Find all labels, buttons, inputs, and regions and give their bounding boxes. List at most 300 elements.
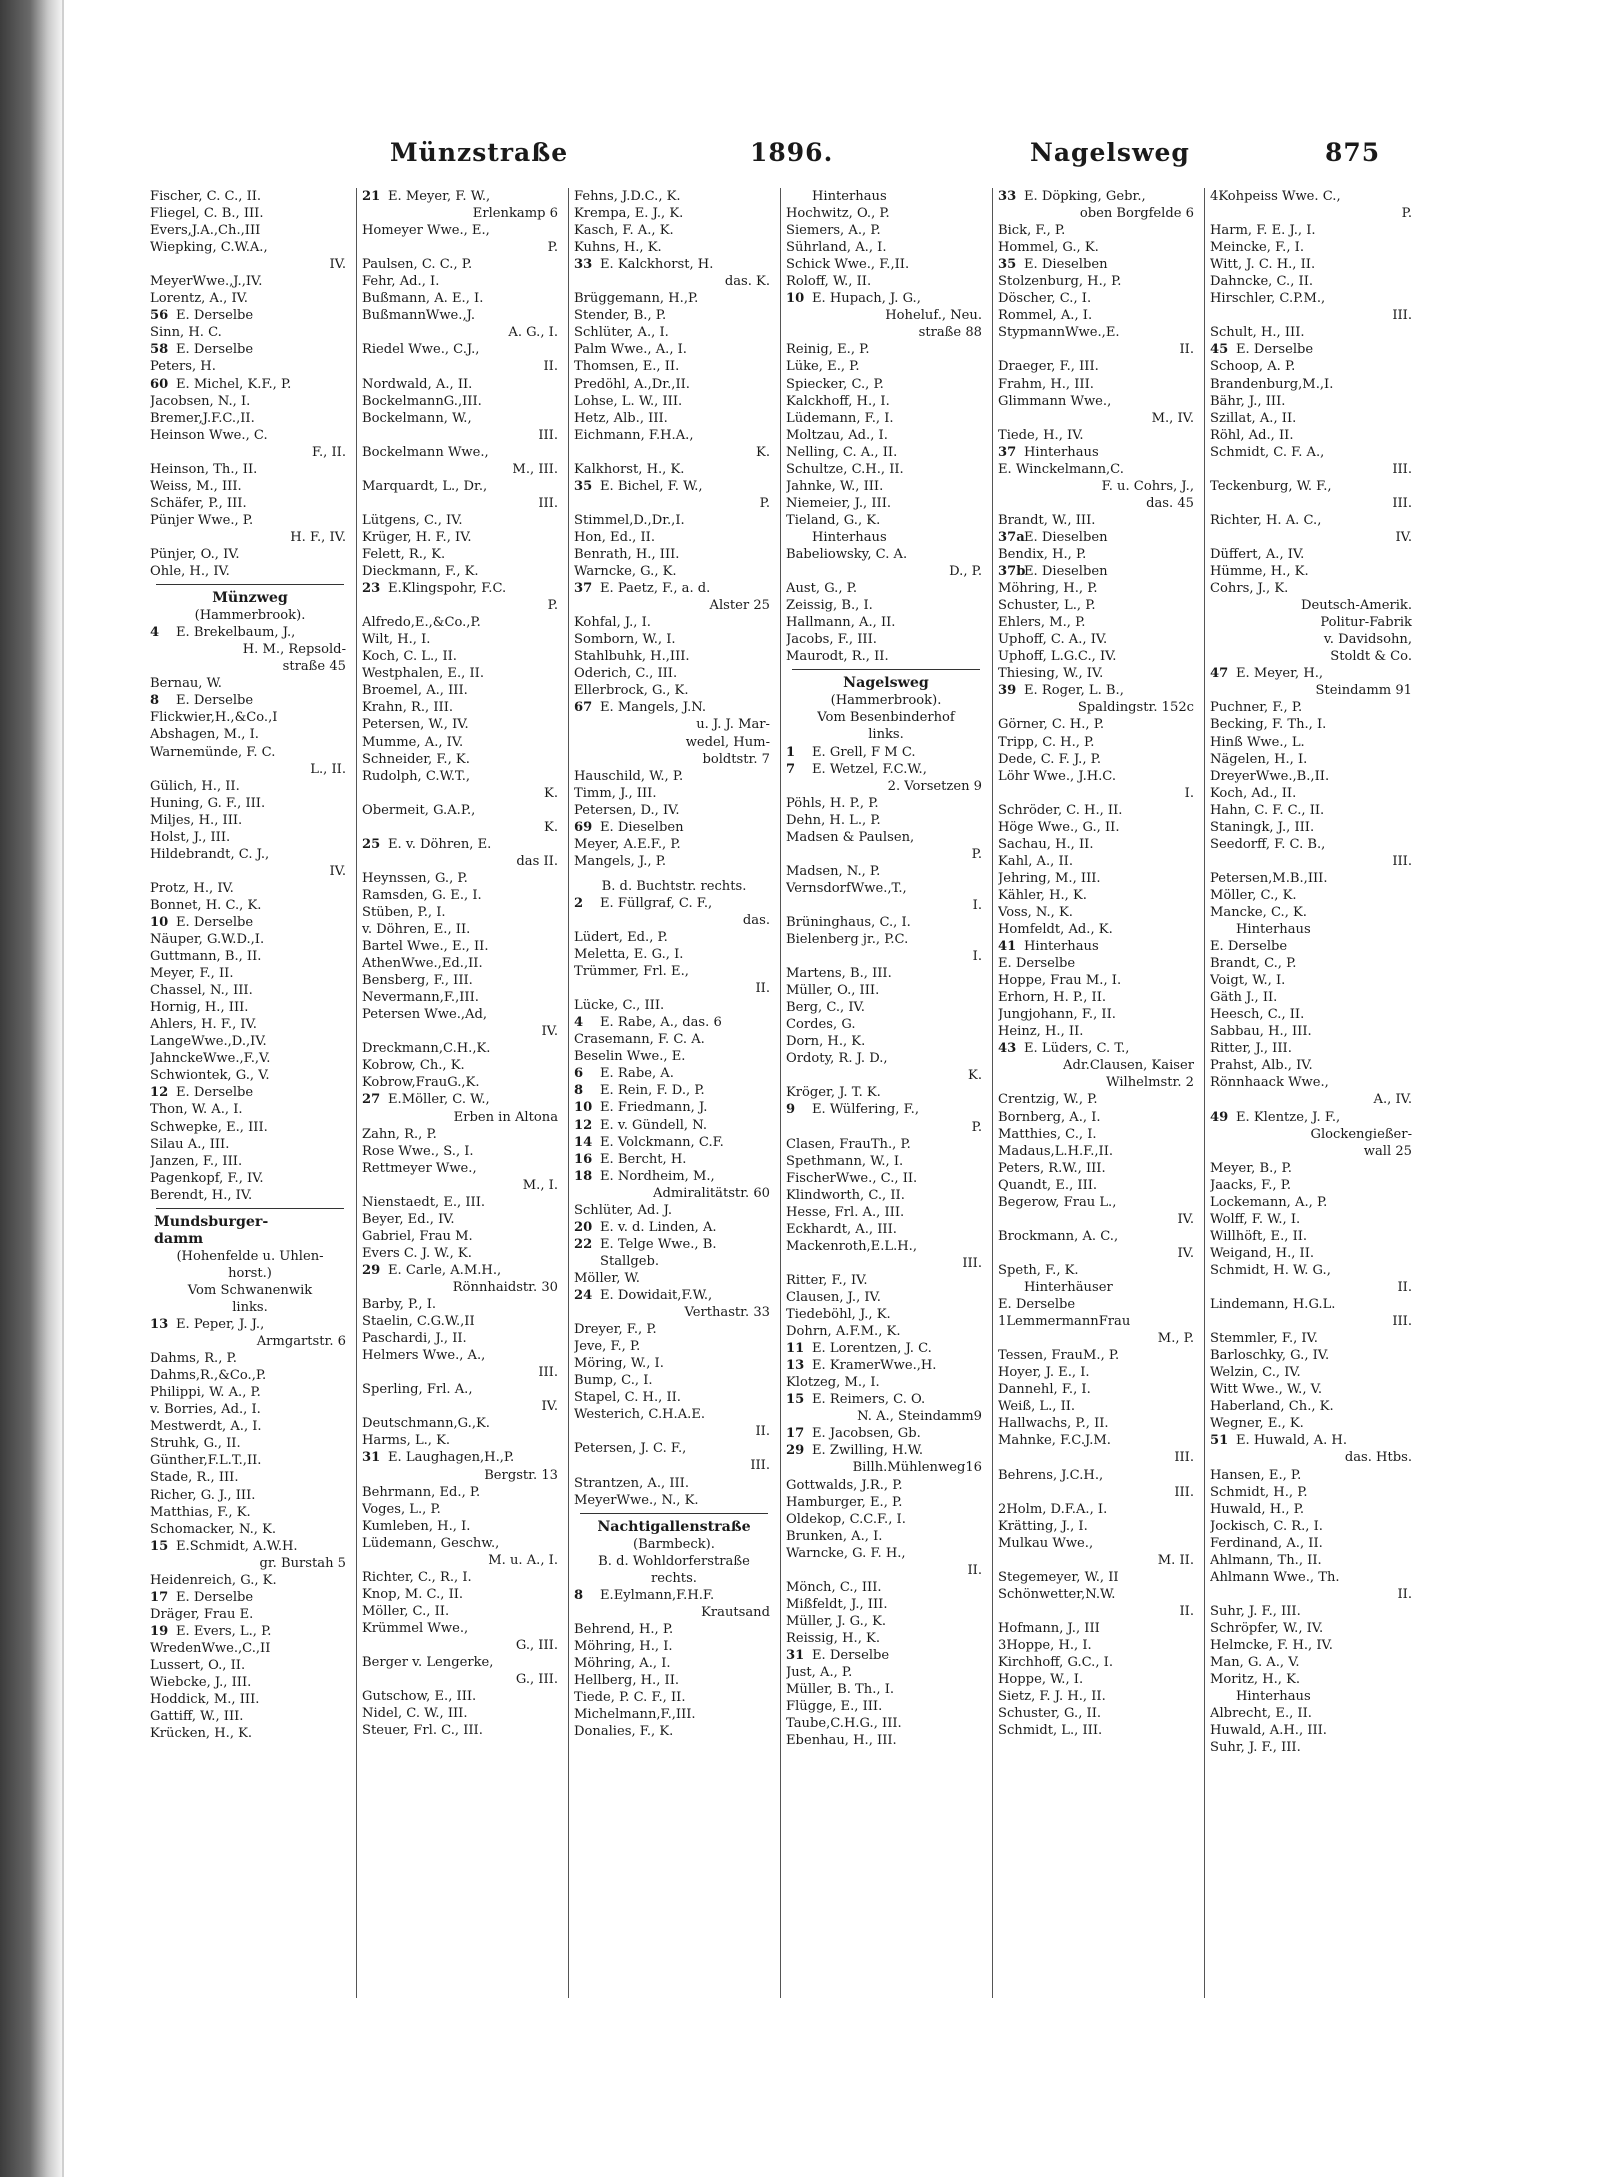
section-rule — [574, 1509, 774, 1519]
directory-entry — [786, 597, 986, 614]
directory-entry — [998, 1637, 1198, 1654]
entry-text: Mißfeldt, J., III. — [786, 1596, 888, 1612]
entry-text: Jeve, F., P. — [574, 1339, 641, 1355]
entry-text: Brüggemann, H.,P. — [574, 291, 699, 307]
directory-entry — [574, 682, 774, 699]
directory-entry — [362, 290, 562, 307]
entry-text: Nachtigallenstraße — [597, 1518, 751, 1535]
entry-text: Hinterhaus — [1024, 444, 1099, 460]
directory-entry — [362, 376, 562, 393]
entry-text: MeyerWwe., N., K. — [574, 1492, 699, 1508]
entry-text: Ahlmann, Th., II. — [1210, 1552, 1322, 1568]
entry-text: Babeliowsky, C. A. — [786, 546, 908, 562]
directory-entry — [786, 222, 986, 239]
entry-continuation — [1210, 853, 1416, 870]
entry-text: Glockengießer- — [1310, 1126, 1412, 1142]
entry-text: E. Telge Wwe., B. — [600, 1236, 717, 1252]
entry-text: Schmidt, C. F. A., — [1210, 444, 1325, 460]
entry-continuation — [150, 444, 350, 461]
entry-text: Jacobs, F., III. — [786, 632, 877, 648]
entry-text: Hildebrandt, C. J., — [150, 846, 270, 862]
directory-entry — [150, 1606, 350, 1623]
entry-text: Hesse, Frl. A., III. — [786, 1204, 905, 1220]
entry-text: Spiecker, C., P. — [786, 376, 884, 392]
entry-text: Westphalen, E., II. — [362, 666, 484, 682]
entry-text: JahnckeWwe.,F.,V. — [150, 1051, 271, 1067]
house-number: 45 — [1210, 342, 1229, 358]
section-rule — [150, 1204, 350, 1214]
entry-continuation — [574, 1604, 774, 1621]
entry-text: Beyer, Ed., IV. — [362, 1211, 455, 1227]
entry-text: Mestwerdt, A., I. — [150, 1419, 262, 1435]
directory-entry — [150, 273, 350, 290]
directory-entry — [786, 1084, 986, 1101]
entry-text: E. Derselbe — [1236, 342, 1314, 358]
entry-text: Lüdemann, F., I. — [786, 410, 894, 426]
directory-entry — [1210, 1006, 1416, 1023]
directory-entry — [574, 819, 774, 836]
directory-entry — [362, 938, 562, 955]
entry-text: Krautsand — [701, 1604, 770, 1620]
directory-entry — [1210, 444, 1416, 461]
directory-entry — [574, 1270, 774, 1287]
entry-text: Dräger, Frau E. — [150, 1606, 254, 1622]
directory-entry — [362, 1262, 562, 1279]
directory-entry — [1210, 904, 1416, 921]
directory-entry — [786, 1494, 986, 1511]
entry-continuation — [362, 495, 562, 512]
entry-text: Fehns, J.D.C., K. — [574, 189, 681, 204]
directory-entry — [362, 1535, 562, 1552]
entry-text: Krüger, H. F., IV. — [362, 529, 472, 545]
entry-text: 4Kohpeiss Wwe. C., — [1210, 189, 1341, 204]
entry-text: Nelling, C. A., II. — [786, 444, 898, 460]
entry-text: Tiedeböhl, J., K. — [786, 1307, 891, 1323]
directory-entry — [1210, 427, 1416, 444]
directory-entry — [786, 1596, 986, 1613]
entry-text: Man, G. A., V. — [1210, 1655, 1300, 1671]
entry-text: Suhr, J. F., III. — [1210, 1603, 1301, 1619]
street-heading — [150, 1214, 350, 1231]
entry-text: Peters, R.W., III. — [998, 1160, 1106, 1176]
directory-page — [150, 130, 1420, 2010]
house-number: 11 — [786, 1341, 805, 1357]
house-number: 35 — [574, 478, 593, 494]
entry-text: Hinterhäuser — [1024, 1280, 1113, 1295]
entry-text: III. — [1392, 1314, 1412, 1330]
entry-text: Behrmann, Ed., P. — [362, 1484, 481, 1500]
directory-column-1 — [150, 188, 350, 1998]
directory-entry — [574, 1638, 774, 1655]
directory-entry — [998, 1705, 1198, 1722]
entry-text: Döscher, C., I. — [998, 291, 1092, 307]
entry-text: Gabriel, Frau M. — [362, 1228, 473, 1244]
directory-entry — [574, 307, 774, 324]
directory-entry — [786, 761, 986, 778]
directory-entry — [998, 1126, 1198, 1143]
entry-continuation — [150, 256, 350, 273]
entry-text: Stolzenburg, H., P. — [998, 274, 1122, 290]
street-subheading — [786, 726, 986, 743]
entry-text: Schmidt, L., III. — [998, 1723, 1103, 1739]
entry-text: E. Rabe, A. — [600, 1066, 674, 1082]
entry-text: Koch, C. L., II. — [362, 649, 457, 665]
entry-text: II. — [1397, 1280, 1412, 1295]
house-number: 14 — [574, 1134, 593, 1150]
directory-entry — [362, 734, 562, 751]
directory-entry — [362, 1126, 562, 1143]
entry-continuation — [998, 495, 1198, 512]
entry-text: Palm Wwe., A., I. — [574, 342, 687, 358]
entry-text: Ahlers, H. F., IV. — [150, 1017, 257, 1033]
entry-text: II. — [755, 1424, 770, 1440]
entry-text: Schönwetter,N.W. — [998, 1586, 1116, 1602]
directory-entry — [1210, 1194, 1416, 1211]
entry-text: Meyer, F., II. — [150, 966, 234, 982]
entry-text: Holst, J., III. — [150, 829, 231, 845]
directory-entry — [998, 1160, 1198, 1177]
entry-text: E. Derselbe — [998, 1297, 1076, 1313]
entry-continuation — [1210, 631, 1416, 648]
street-heading — [150, 590, 350, 607]
entry-text: Puchner, F., P. — [1210, 700, 1303, 716]
entry-text: Bockelmann Wwe., — [362, 444, 489, 460]
entry-text: IV. — [329, 257, 346, 273]
entry-text: Schröpfer, W., IV. — [1210, 1620, 1324, 1636]
house-number: 2 — [574, 895, 584, 911]
entry-continuation — [786, 1067, 986, 1084]
directory-entry — [1210, 955, 1416, 972]
directory-entry — [574, 1406, 774, 1423]
directory-entry — [150, 563, 350, 580]
entry-continuation — [574, 597, 774, 614]
directory-entry — [786, 1136, 986, 1153]
house-number: 31 — [786, 1647, 805, 1663]
entry-text: Hümme, H., K. — [1210, 564, 1309, 580]
directory-entry — [150, 341, 350, 358]
entry-text: Deutsch-Amerik. — [1300, 598, 1412, 614]
entry-text: Schwepke, E., III. — [150, 1119, 268, 1135]
directory-entry — [998, 1415, 1198, 1432]
street-subheading — [786, 709, 986, 726]
entry-text: Voss, N., K. — [998, 904, 1073, 920]
entry-text: Hoppe, W., I. — [998, 1672, 1084, 1688]
directory-entry — [786, 1579, 986, 1596]
house-number: 8 — [574, 1587, 584, 1603]
house-number: 8 — [574, 1083, 584, 1099]
entry-text: E. Derselbe — [998, 956, 1076, 972]
entry-text: Dohrn, A.F.M., K. — [786, 1324, 901, 1340]
entry-text: Rose Wwe., S., I. — [362, 1143, 474, 1159]
entry-continuation — [1210, 648, 1416, 665]
entry-text: Hamburger, E., P. — [786, 1494, 903, 1510]
directory-entry — [786, 1204, 986, 1221]
directory-entry — [998, 1654, 1198, 1671]
entry-continuation — [998, 341, 1198, 358]
directory-entry — [998, 529, 1198, 546]
entry-text: Ehlers, M., P. — [998, 615, 1086, 631]
entry-text: Matthies, C., I. — [998, 1126, 1097, 1142]
entry-text: Billh.Mühlenweg16 — [852, 1460, 982, 1476]
entry-text: Thon, W. A., I. — [150, 1102, 243, 1118]
directory-entry — [362, 836, 562, 853]
entry-text: Mönch, C., III. — [786, 1579, 882, 1595]
entry-text: Warnemünde, F. C. — [150, 744, 276, 760]
directory-entry — [150, 1316, 350, 1333]
directory-entry — [1210, 989, 1416, 1006]
directory-entry — [998, 1040, 1198, 1057]
directory-entry — [362, 546, 562, 563]
directory-entry — [362, 904, 562, 921]
directory-entry — [150, 1469, 350, 1486]
entry-continuation — [574, 980, 774, 997]
directory-entry — [998, 1569, 1198, 1586]
directory-entry — [150, 1119, 350, 1136]
directory-entry — [998, 904, 1198, 921]
directory-entry — [1210, 819, 1416, 836]
directory-entry — [362, 1074, 562, 1091]
entry-text: Knop, M. C., II. — [362, 1586, 464, 1602]
directory-entry — [1210, 1177, 1416, 1194]
directory-entry — [786, 1323, 986, 1340]
entry-text: III. — [750, 1458, 770, 1474]
directory-entry — [362, 1347, 562, 1364]
entry-text: Petersen Wwe.,Ad, — [362, 1007, 488, 1023]
entry-text: Alster 25 — [709, 598, 770, 614]
entry-text: Admiralitätstr. 60 — [653, 1185, 770, 1201]
directory-entry — [786, 795, 986, 812]
directory-entry — [1210, 1074, 1416, 1091]
directory-entry — [786, 1681, 986, 1698]
entry-text: E. Derselbe — [176, 308, 254, 324]
entry-text: gr. Burstah 5 — [259, 1555, 346, 1571]
directory-entry — [786, 1272, 986, 1289]
entry-text: Albrecht, E., II. — [1210, 1706, 1312, 1722]
entry-text: Ahlmann Wwe., Th. — [1210, 1569, 1340, 1585]
entry-text: 3Hoppe, H., I. — [998, 1637, 1092, 1653]
entry-text: Weiß, L., II. — [998, 1399, 1076, 1415]
house-number: 13 — [786, 1358, 805, 1374]
directory-entry — [150, 222, 350, 239]
page-number: 875 — [1325, 138, 1381, 167]
directory-entry — [1210, 1398, 1416, 1415]
entry-text: III. — [1392, 495, 1412, 511]
entry-text: Bielenberg jr., P.C. — [786, 932, 909, 948]
entry-text: Eichmann, F.H.A., — [574, 427, 694, 443]
directory-column-5 — [998, 188, 1198, 1998]
entry-text: Pöhls, H. P., P. — [786, 795, 879, 811]
entry-text: Mackenroth,E.L.H., — [786, 1238, 917, 1254]
directory-entry — [150, 1538, 350, 1555]
entry-continuation — [786, 563, 986, 580]
directory-entry — [786, 1477, 986, 1494]
street-subheading — [574, 1536, 774, 1553]
directory-entry — [574, 1219, 774, 1236]
entry-text: Draeger, F., III. — [998, 359, 1099, 375]
entry-text: Michelmann,F.,III. — [574, 1707, 696, 1723]
entry-text: Rönnhaack Wwe., — [1210, 1075, 1329, 1091]
directory-entry — [574, 563, 774, 580]
entry-text: Wilhelmstr. 2 — [1106, 1075, 1194, 1091]
entry-continuation — [1210, 461, 1416, 478]
entry-text: VernsdorfWwe.,T., — [786, 880, 907, 896]
directory-entry — [1210, 1228, 1416, 1245]
entry-text: Lütgens, C., IV. — [362, 512, 463, 528]
directory-entry — [574, 853, 774, 870]
entry-text: Brockmann, A. C., — [998, 1228, 1119, 1244]
entry-text: Lüdemann, Geschw., — [362, 1535, 500, 1551]
entry-text: Kobrow,FrauG.,K. — [362, 1075, 480, 1091]
entry-text: LangeWwe.,D.,IV. — [150, 1034, 267, 1050]
entry-continuation — [786, 1459, 986, 1476]
entry-text: AthenWwe.,Ed.,II. — [362, 956, 483, 972]
entry-text: Bockelmann, W., — [362, 410, 472, 426]
entry-text: II. — [1179, 1603, 1194, 1619]
directory-entry — [574, 802, 774, 819]
directory-entry — [150, 1350, 350, 1367]
entry-text: Armgartstr. 6 — [256, 1334, 346, 1350]
directory-entry — [150, 1016, 350, 1033]
entry-continuation — [362, 427, 562, 444]
house-number: 8 — [150, 693, 160, 709]
directory-entry — [998, 1381, 1198, 1398]
entry-text: Barby, P., I. — [362, 1297, 437, 1313]
house-number: 49 — [1210, 1109, 1229, 1125]
entry-text: E. Dieselben — [1024, 564, 1108, 580]
entry-text: Huwald, A.H., III. — [1210, 1723, 1327, 1739]
directory-entry — [1210, 1057, 1416, 1074]
directory-entry — [1210, 1364, 1416, 1381]
directory-entry — [574, 222, 774, 239]
entry-text: Steindamm 91 — [1315, 683, 1412, 699]
directory-entry — [786, 205, 986, 222]
directory-entry — [998, 256, 1198, 273]
entry-text: Tessen, FrauM., P. — [998, 1348, 1120, 1364]
entry-text: Schneider, F., K. — [362, 751, 470, 767]
entry-text: Frahm, H., III. — [998, 376, 1094, 392]
entry-text: Jaacks, F., P. — [1210, 1177, 1292, 1193]
entry-continuation — [998, 1330, 1198, 1347]
directory-entry — [362, 529, 562, 546]
entry-text: Hinterhaus — [1024, 939, 1099, 955]
house-number: 10 — [786, 291, 805, 307]
directory-entry — [574, 631, 774, 648]
directory-entry — [150, 829, 350, 846]
house-number: 43 — [998, 1041, 1017, 1057]
entry-text: Cohrs, J., K. — [1210, 581, 1289, 597]
house-number: 67 — [574, 700, 593, 716]
entry-continuation — [1210, 597, 1416, 614]
directory-entry — [150, 1725, 350, 1742]
directory-entry — [574, 785, 774, 802]
entry-text: Haberland, Ch., K. — [1210, 1399, 1334, 1415]
directory-entry — [150, 495, 350, 512]
entry-text: Meyer, B., P. — [1210, 1160, 1292, 1176]
directory-entry — [786, 444, 986, 461]
directory-entry — [786, 1630, 986, 1647]
directory-entry — [786, 1238, 986, 1255]
entry-continuation — [786, 324, 986, 341]
entry-continuation — [1210, 1449, 1416, 1466]
entry-text: Dieckmann, F., K. — [362, 564, 479, 580]
entry-text: E. Evers, L., P. — [176, 1623, 272, 1639]
entry-text: Hellberg, H., II. — [574, 1673, 680, 1689]
entry-text: WredenWwe.,C.,II — [150, 1640, 271, 1656]
directory-entry — [998, 751, 1198, 768]
entry-text: Witt Wwe., W., V. — [1210, 1382, 1322, 1398]
directory-entry — [362, 1211, 562, 1228]
house-number: 18 — [574, 1168, 593, 1184]
entry-text: Brandt, W., III. — [998, 512, 1096, 528]
directory-entry — [1210, 1296, 1416, 1313]
directory-entry — [574, 1117, 774, 1134]
house-number: 29 — [786, 1443, 805, 1459]
directory-entry — [786, 478, 986, 495]
entry-text: Richter, H. A. C., — [1210, 512, 1322, 528]
directory-entry — [1210, 1347, 1416, 1364]
entry-text: Lindemann, H.G.L. — [1210, 1297, 1336, 1313]
entry-text: Pagenkopf, F., IV. — [150, 1170, 264, 1186]
street-subheading — [150, 1282, 350, 1299]
directory-entry — [362, 444, 562, 461]
entry-text: Huwald, H., P. — [1210, 1501, 1304, 1517]
house-number: 6 — [574, 1066, 584, 1082]
entry-text: Cordes, G. — [786, 1017, 856, 1033]
entry-text: Dehn, H. L., P. — [786, 812, 881, 828]
directory-entry — [362, 1006, 562, 1023]
entry-text: Begerow, Frau L., — [998, 1194, 1117, 1210]
entry-text: Hon, Ed., II. — [574, 529, 655, 545]
directory-entry — [998, 768, 1198, 785]
directory-entry — [998, 512, 1198, 529]
entry-text: Kohfal, J., I. — [574, 615, 651, 631]
directory-entry — [786, 1425, 986, 1442]
entry-text: Hahn, C. F. C., II. — [1210, 802, 1325, 818]
house-number: 56 — [150, 308, 169, 324]
directory-entry — [1210, 1211, 1416, 1228]
entry-text: (Hammerbrook). — [830, 693, 942, 709]
entry-text: Schlüter, Ad. J. — [574, 1202, 673, 1218]
directory-entry — [574, 614, 774, 631]
directory-entry — [362, 1040, 562, 1057]
entry-text: Moritz, H., K. — [1210, 1672, 1301, 1688]
house-number: 39 — [998, 683, 1017, 699]
entry-continuation — [362, 1467, 562, 1484]
entry-text: Sührland, A., I. — [786, 240, 887, 256]
street-subheading — [150, 607, 350, 624]
entry-text: Günther,F.L.T.,II. — [150, 1453, 262, 1469]
entry-text: Reinig, E., P. — [786, 342, 870, 358]
entry-text: Verthastr. 33 — [684, 1305, 770, 1321]
entry-text: E.Schmidt, A.W.H. — [176, 1538, 298, 1554]
entry-text: Hinterhaus — [812, 189, 887, 204]
entry-text: Nordwald, A., II. — [362, 376, 473, 392]
directory-entry — [574, 1372, 774, 1389]
directory-entry — [574, 358, 774, 375]
entry-continuation — [998, 410, 1198, 427]
entry-text: Madsen & Paulsen, — [786, 829, 915, 845]
entry-text: B. d. Wohldorferstraße — [598, 1553, 750, 1569]
directory-entry — [362, 614, 562, 631]
entry-text: E. Wülfering, F., — [812, 1102, 919, 1118]
entry-text: E. Dieselben — [1024, 257, 1108, 273]
entry-text: Janzen, F., III. — [150, 1153, 243, 1169]
directory-entry — [150, 188, 350, 205]
directory-entry — [1210, 1705, 1416, 1722]
directory-entry — [362, 1705, 562, 1722]
entry-text: III. — [962, 1255, 982, 1271]
entry-text: Harm, F. E. J., I. — [1210, 223, 1316, 239]
